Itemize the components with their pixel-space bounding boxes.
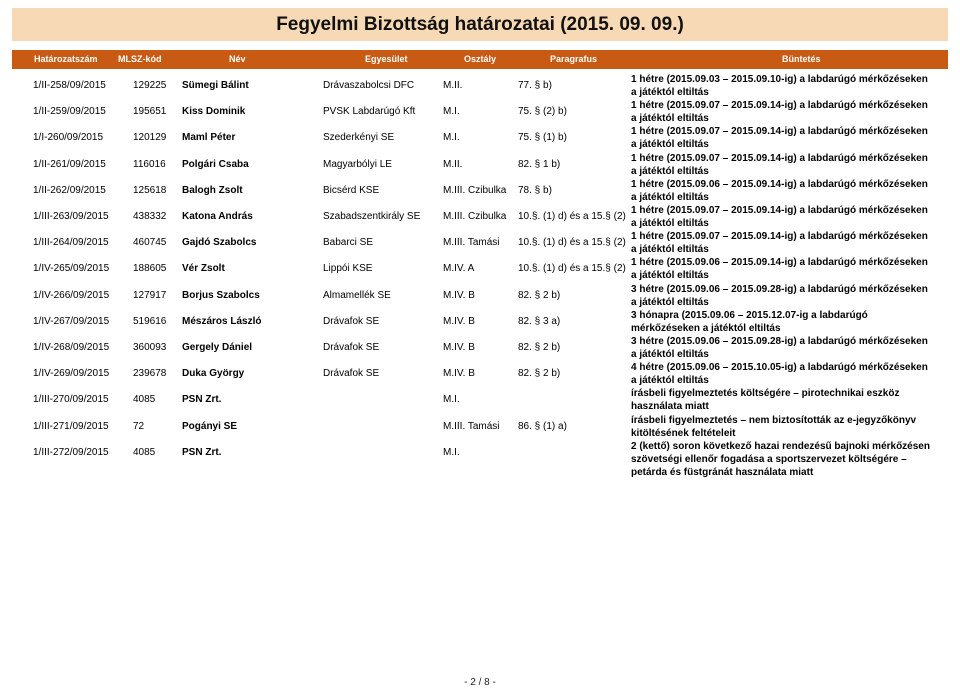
table-row [0, 256, 960, 282]
punishment: 1 hétre (2015.09.07 – 2015.09.14-ig) a labdarúgó mérkőzéseken a játéktól eltiltás [631, 100, 928, 125]
mlsz-code: 129225 [133, 80, 167, 91]
header-osztaly: Osztály [464, 54, 497, 64]
decision-number: 1/II-259/09/2015 [33, 106, 106, 118]
table-row [0, 414, 960, 440]
club-name: Drávaszabolcsi DFC [323, 80, 415, 91]
decision-number: 1/IV-268/09/2015 [33, 342, 110, 353]
punishment: 2 (kettő) soron következő hazai rendezésű bajnoki mérkőzésen szövetségi ellenőr fogadása a sportszervezet költségére – petárda és füstgránát használata miatt [631, 440, 930, 478]
decision-number: 1/IV-265/09/2015 [33, 263, 110, 275]
person-name: Polgári Csaba [182, 158, 249, 170]
decision-number: 1/III-270/09/2015 [33, 394, 109, 406]
paragraph: 10.§. (1) d) és a 15.§ (2) [518, 263, 626, 275]
mlsz-code: 4085 [133, 446, 156, 458]
mlsz-code: 116016 [133, 158, 166, 170]
club-name: Lippói KSE [323, 263, 373, 275]
mlsz-code: 360093 [133, 342, 167, 353]
punishment: 1 hétre (2015.09.03 – 2015.09.10-ig) a labdarúgó mérkőzéseken a játéktól eltiltás [631, 74, 928, 98]
paragraph: 82. § 2 b) [518, 289, 561, 301]
division: M.I. [443, 132, 460, 144]
paragraph: 82. § 2 b) [518, 342, 561, 353]
division: M.I. [443, 394, 460, 406]
club-name: PVSK Labdarúgó Kft [323, 106, 416, 118]
division: M.II. [443, 158, 463, 170]
person-name: Gergely Dániel [182, 342, 253, 353]
mlsz-code: 127917 [133, 289, 167, 301]
division: M.III. Tamási [443, 420, 500, 432]
decision-number: 1/III-264/09/2015 [33, 237, 109, 249]
paragraph: 78. § b) [518, 184, 552, 196]
header-buntetes: Büntetés [782, 54, 821, 64]
table-row [0, 230, 960, 256]
punishment: 3 hónapra (2015.09.06 – 2015.12.07-ig a labdarúgó mérkőzéseken a játéktól eltiltás [631, 309, 868, 334]
club-name: Magyarbólyi LE [323, 158, 392, 170]
paragraph: 82. § 2 b) [518, 368, 561, 380]
punishment: 4 hétre (2015.09.06 – 2015.10.05-ig) a labdarúgó mérkőzéseken a játéktól eltiltás [631, 362, 928, 387]
decision-number: 1/IV-266/09/2015 [33, 289, 110, 301]
mlsz-code: 188605 [133, 263, 167, 275]
person-name: Borjus Szabolcs [182, 289, 260, 301]
table-row [0, 125, 960, 151]
punishment: 1 hétre (2015.09.06 – 2015.09.14-ig) a labdarúgó mérkőzéseken a játéktól eltiltás [631, 178, 928, 203]
decision-number: 1/II-258/09/2015 [33, 80, 106, 91]
club-name: Drávafok SE [323, 368, 380, 380]
division: M.IV. B [443, 289, 475, 301]
title-bar [12, 8, 948, 41]
person-name: Mészáros László [182, 315, 262, 327]
division: M.IV. B [443, 342, 475, 353]
club-name: Drávafok SE [323, 315, 380, 327]
person-name: Katona András [182, 211, 253, 222]
table-row [0, 283, 960, 309]
decision-number: 1/III-272/09/2015 [33, 446, 109, 458]
punishment: 1 hétre (2015.09.07 – 2015.09.14-ig) a labdarúgó mérkőzéseken a játéktól eltiltás [631, 126, 928, 151]
person-name: Sümegi Bálint [182, 80, 249, 91]
mlsz-code: 519616 [133, 315, 167, 327]
club-name: Almamellék SE [323, 289, 391, 301]
person-name: Kiss Dominik [182, 106, 246, 118]
table-row [0, 440, 960, 478]
table-row [0, 178, 960, 204]
punishment: 1 hétre (2015.09.06 – 2015.09.14-ig) a labdarúgó mérkőzéseken a játéktól eltiltás [631, 257, 928, 282]
person-name: Duka György [182, 368, 245, 380]
page-number: - 2 / 8 - [464, 677, 496, 688]
club-name: Drávafok SE [323, 342, 380, 353]
paragraph: 75. § (1) b) [518, 132, 567, 144]
table-row [0, 387, 960, 413]
club-name: Szederkényi SE [323, 132, 395, 144]
division: M.II. [443, 80, 463, 91]
division: M.I. [443, 106, 460, 118]
table-row [0, 335, 960, 361]
paragraph: 82. § 3 a) [518, 315, 561, 327]
header-hatarozatszam: Határozatszám [34, 54, 98, 64]
decision-number: 1/I-260/09/2015 [33, 132, 104, 144]
page-title: Fegyelmi Bizottság határozatai (2015. 09. 09.) [276, 13, 684, 35]
header-egyesulet: Egyesület [365, 54, 408, 64]
punishment: 1 hétre (2015.09.07 – 2015.09.14-ig) a labdarúgó mérkőzéseken a játéktól eltiltás [631, 205, 928, 229]
paragraph: 10.§. (1) d) és a 15.§ (2) [518, 237, 626, 249]
person-name: Gajdó Szabolcs [182, 237, 257, 249]
paragraph: 75. § (2) b) [518, 106, 567, 118]
mlsz-code: 125618 [133, 184, 167, 196]
header-mlsz-kod: MLSZ-kód [118, 54, 162, 64]
punishment: írásbeli figyelmeztetés költségére – pirotechnikai eszköz használata miatt [631, 388, 900, 413]
mlsz-code: 195651 [133, 106, 167, 118]
decision-number: 1/III-263/09/2015 [33, 211, 109, 222]
table-row [0, 99, 960, 125]
header-nev: Név [229, 54, 246, 64]
mlsz-code: 438332 [133, 211, 167, 222]
person-name: PSN Zrt. [182, 394, 222, 406]
punishment: 1 hétre (2015.09.07 – 2015.09.14-ig) a labdarúgó mérkőzéseken a játéktól eltiltás [631, 231, 928, 256]
mlsz-code: 460745 [133, 237, 167, 249]
table-row [0, 152, 960, 178]
paragraph: 10.§. (1) d) és a 15.§ (2) [518, 211, 626, 222]
division: M.IV. B [443, 368, 475, 380]
mlsz-code: 72 [133, 420, 145, 432]
table-row [0, 309, 960, 335]
paragraph: 77. § b) [518, 80, 552, 91]
punishment: 3 hétre (2015.09.06 – 2015.09.28-ig) a labdarúgó mérkőzéseken a játéktól eltiltás [631, 336, 928, 360]
punishment: írásbeli figyelmeztetés – nem biztosították az e-jegyzőkönyv kitöltésének feltételeit [631, 414, 917, 439]
table-row [0, 73, 960, 99]
mlsz-code: 120129 [133, 132, 167, 144]
decision-number: 1/IV-267/09/2015 [33, 315, 110, 327]
club-name: Babarci SE [323, 237, 374, 249]
division: M.IV. B [443, 315, 475, 327]
paragraph: 86. § (1) a) [518, 420, 567, 432]
mlsz-code: 239678 [133, 368, 167, 380]
club-name: Bicsérd KSE [323, 184, 380, 196]
division: M.I. [443, 446, 460, 458]
division: M.III. Tamási [443, 237, 500, 249]
header-paragrafus: Paragrafus [550, 54, 598, 64]
division: M.III. Czibulka [443, 211, 507, 222]
table-header [12, 50, 948, 69]
paragraph: 82. § 1 b) [518, 158, 561, 170]
punishment: 3 hétre (2015.09.06 – 2015.09.28-ig) a labdarúgó mérkőzéseken a játéktól eltiltás [631, 283, 928, 308]
person-name: PSN Zrt. [182, 446, 222, 458]
table-row [0, 204, 960, 230]
person-name: Pogányi SE [182, 420, 238, 432]
table-row [0, 361, 960, 387]
decision-number: 1/II-262/09/2015 [33, 184, 106, 196]
decision-number: 1/III-271/09/2015 [33, 420, 109, 432]
person-name: Balogh Zsolt [182, 184, 243, 196]
decision-number: 1/IV-269/09/2015 [33, 368, 110, 380]
decision-number: 1/II-261/09/2015 [33, 158, 106, 170]
mlsz-code: 4085 [133, 394, 156, 406]
person-name: Vér Zsolt [182, 263, 225, 275]
division: M.III. Czibulka [443, 184, 507, 196]
punishment: 1 hétre (2015.09.07 – 2015.09.14-ig) a labdarúgó mérkőzéseken a játéktól eltiltás [631, 152, 928, 177]
division: M.IV. A [443, 263, 475, 275]
person-name: Maml Péter [182, 132, 236, 144]
club-name: Szabadszentkirály SE [323, 211, 421, 222]
